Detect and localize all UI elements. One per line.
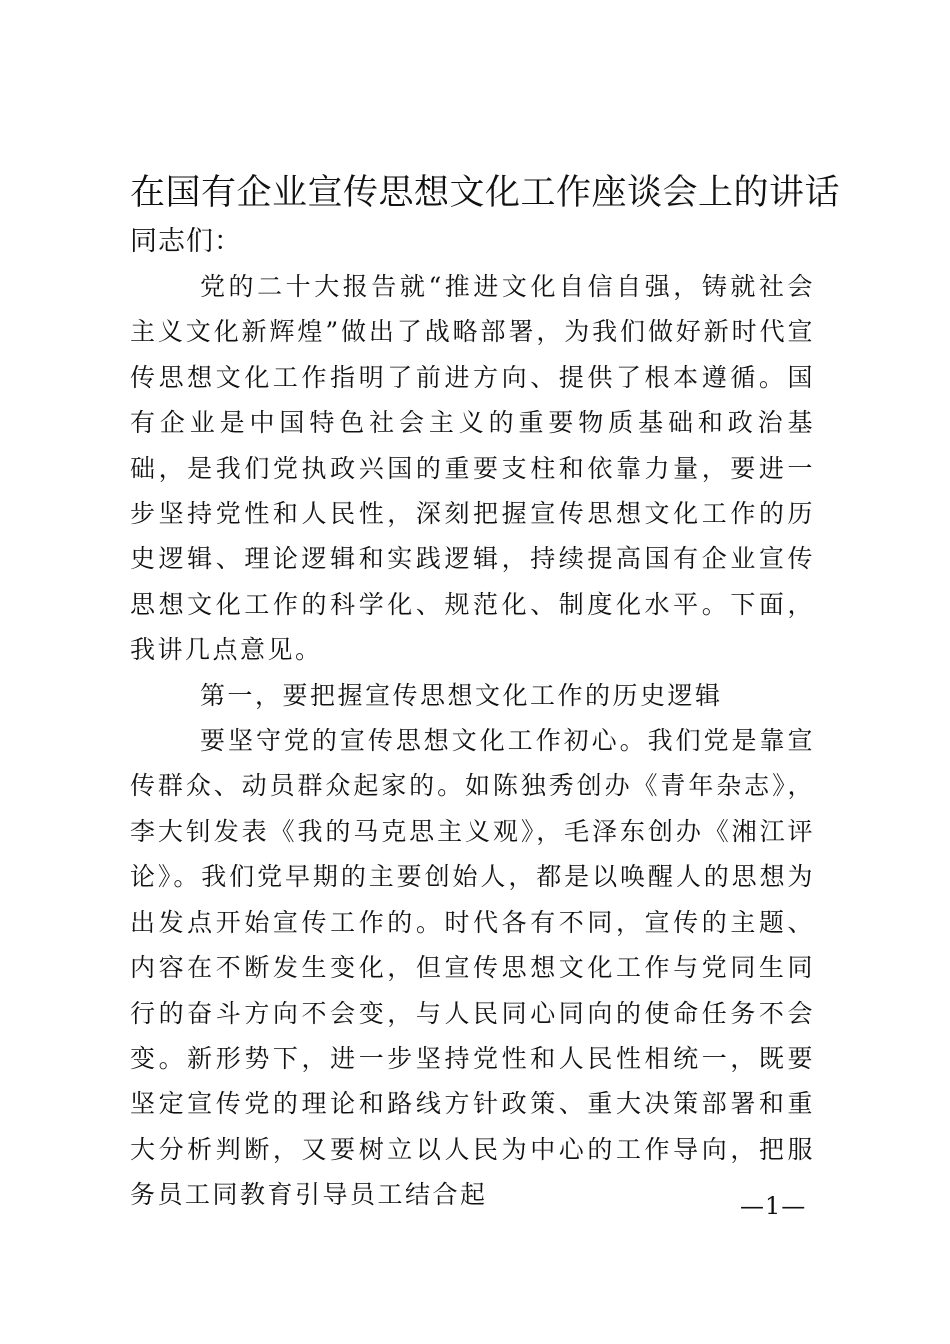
document-body [130, 264, 815, 1218]
document-title: 在国有企业宣传思想文化工作座谈会上的讲话 [130, 173, 841, 213]
paragraph-intro: 党的二十大报告就“推进文化自信自强，铸就社会主义文化新辉煌”做出了战略部署，为我们做好新时代宣传思想文化工作指明了前进方向、提供了根本遵循。国有企业是中国特色社会主义的重要物质基础和政治基础，是我们党执政兴国的重要支柱和依靠力量，要进一步坚持党性和人民性，深刻把握宣传思想文化工作的历史逻辑、理论逻辑和实践逻辑，持续提高国有企业宣传思想文化工作的科学化、规范化、制度化水平。下面，我讲几点意见。 [130, 272, 815, 665]
salutation: 同志们： [130, 226, 242, 257]
page-number: —1— [740, 1192, 807, 1220]
section-heading-1: 第一，要把握宣传思想文化工作的历史逻辑 [200, 680, 723, 710]
paragraph-history-logic: 要坚守党的宣传思想文化工作初心。我们党是靠宣传群众、动员群众起家的。如陈独秀创办《青年杂志》，李大钊发表《我的马克思主义观》，毛泽东创办《湘江评论》。我们党早期的主要创始人，都是以唤醒人的思想为出发点开始宣传工作的。时代各有不同，宣传的主题、内容在不断发生变化，但宣传思想文化工作与党同生同行的奋斗方向不会变，与人民同心同向的使命任务不会变。新形势下，进一步坚持党性和人民性相统一，既要坚定宣传党的理论和路线方针政策、重大决策部署和重大分析判断，又要树立以人民为中心的工作导向，把服务员工同教育引导员工结合起 [130, 726, 815, 1210]
